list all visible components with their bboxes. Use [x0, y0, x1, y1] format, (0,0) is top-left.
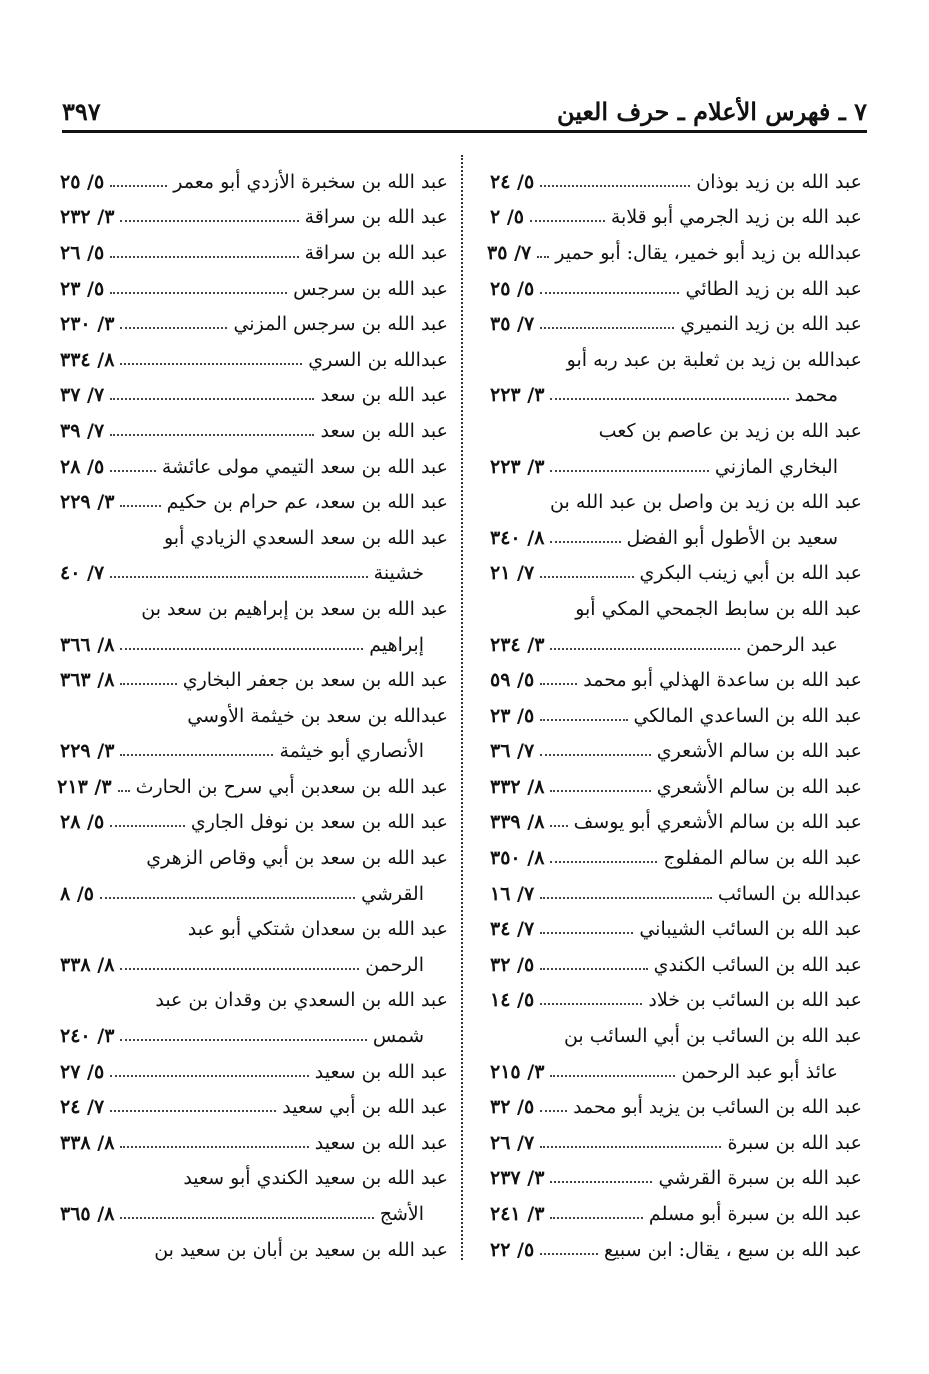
- index-entry: [490, 449, 862, 485]
- entry-name: عبد الله بن السعدي بن وقدان بن عبد: [155, 989, 448, 1012]
- leader-dots: [550, 541, 620, 543]
- entry-name: عبد الله بن السائب الشيباني: [639, 918, 862, 941]
- column-divider: [461, 155, 463, 1260]
- leader-dots: [110, 1110, 276, 1112]
- page-header: [62, 86, 867, 126]
- index-entry: [490, 1125, 862, 1161]
- leader-dots: [540, 1110, 567, 1112]
- leader-dots: [550, 825, 567, 827]
- index-entry: [60, 698, 448, 734]
- entry-name: شمس: [372, 1025, 424, 1048]
- entry-reference: ٣/ ٢٢٩: [60, 740, 115, 763]
- leader-dots: [120, 505, 160, 507]
- entry-reference: ٧/ ٢١: [490, 562, 535, 585]
- index-entry: [490, 342, 862, 378]
- index-entry: [490, 947, 862, 983]
- index-entry: [490, 1161, 862, 1197]
- entry-reference: ٥/ ٢٣: [490, 704, 535, 727]
- index-entry: [60, 1196, 448, 1232]
- leader-dots: [118, 790, 130, 792]
- entry-name: عبد الرحمن: [746, 633, 838, 656]
- entry-name: عبد الله بن سعدبن أبي سرح بن الحارث: [135, 775, 448, 798]
- leader-dots: [540, 1253, 598, 1255]
- leader-dots: [100, 897, 355, 899]
- index-entry: [490, 1232, 862, 1268]
- entry-reference: ٧/ ٣٤: [490, 918, 535, 941]
- leader-dots: [550, 470, 709, 472]
- entry-reference: ٥/ ٢٥: [490, 277, 535, 300]
- entry-name: عبد الله بن سعد السعدي الزيادي أبو: [163, 526, 448, 549]
- entry-name: عبد الله بن أبي زينب البكري: [639, 562, 862, 585]
- entry-reference: ٧/ ٣٩: [60, 419, 105, 442]
- entry-name: عبد الله بن سالم المفلوج: [663, 847, 862, 870]
- entry-name: عبدالله بن زيد أبو خمير، يقال: أبو حمير: [555, 241, 862, 264]
- entry-name: محمد: [794, 384, 838, 407]
- index-entry: [60, 449, 448, 485]
- index-entry: [490, 164, 862, 200]
- leader-dots: [540, 897, 712, 899]
- leader-dots: [537, 256, 549, 258]
- entry-name: الأنصاري أبو خيثمة: [279, 740, 424, 763]
- entry-name: عبد الله بن أبي سعيد: [282, 1096, 448, 1119]
- index-entry: [490, 840, 862, 876]
- entry-name: عبدالله بن السري: [308, 348, 448, 371]
- leader-dots: [110, 825, 185, 827]
- index-entry: [490, 200, 862, 236]
- entry-reference: ٥/ ٣٢: [490, 1096, 535, 1119]
- entry-reference: ٣/ ٢٣٧: [490, 1167, 545, 1190]
- entry-name: عبد الله بن ساعدة الهذلي أبو محمد: [583, 669, 862, 692]
- index-entry: [490, 1089, 862, 1125]
- index-entry: [490, 876, 862, 912]
- index-entry: [60, 734, 448, 770]
- entry-reference: ٥/ ٢٤: [490, 170, 535, 193]
- leader-dots: [540, 576, 633, 578]
- leader-dots: [550, 398, 788, 400]
- index-entry: [60, 342, 448, 378]
- index-entry: [490, 627, 862, 663]
- leader-dots: [540, 1146, 721, 1148]
- entry-name: عبد الله بن سعد: [320, 419, 448, 442]
- index-entry: [490, 413, 862, 449]
- index-entry: [490, 769, 862, 805]
- entry-name: عبد الله بن سعد بن إبراهيم بن سعد بن: [141, 597, 448, 620]
- entry-name: عبد الله بن زيد بن واصل بن عبد الله بن: [550, 491, 862, 514]
- entry-reference: ٨/ ٣٣٩: [490, 811, 545, 834]
- entry-name: عبد الله بن سعد بن جعفر البخاري: [182, 669, 448, 692]
- index-entry: [57, 769, 448, 805]
- entry-name: خشينة: [373, 562, 424, 585]
- leader-dots: [110, 434, 314, 436]
- entry-reference: ٣/ ٢١٥: [490, 1060, 545, 1083]
- entry-name: عبدالله بن سعد بن خيثمة الأوسي: [187, 704, 448, 727]
- entry-reference: ٨/ ٣٥٠: [490, 847, 545, 870]
- leader-dots: [540, 327, 674, 329]
- entry-name: عبد الله بن سعيد: [314, 1060, 448, 1083]
- entry-name: عبد الله بن السائب بن خلاد: [648, 989, 862, 1012]
- entry-reference: ٧/ ٢٤: [60, 1096, 105, 1119]
- entry-reference: ٣/ ٢٣٠: [60, 313, 115, 336]
- leader-dots: [540, 185, 690, 187]
- leader-dots: [550, 1181, 652, 1183]
- leader-dots: [540, 719, 627, 721]
- entry-name: عبد الله بن سرجس: [293, 277, 448, 300]
- entry-name: عبد الله بن سعيد بن أبان بن سعيد بن: [154, 1238, 448, 1261]
- entry-name: عبد الله بن سعد بن نوفل الجاري: [190, 811, 448, 834]
- index-entry: [490, 271, 862, 307]
- entry-reference: ٥/ ٢: [490, 206, 524, 229]
- entry-reference: ٥/ ١٤: [490, 989, 535, 1012]
- leader-dots: [550, 648, 740, 650]
- leader-dots: [120, 754, 273, 756]
- entry-name: عبد الله بن سعيد الكندي أبو سعيد: [183, 1167, 448, 1190]
- entry-name: عبد الله بن زيد الطائي: [685, 277, 862, 300]
- entry-reference: ٥/ ٢٥: [60, 170, 105, 193]
- index-entry: [60, 662, 448, 698]
- entry-name: عبد الله بن سعدان شتكي أبو عبد: [187, 918, 448, 941]
- index-entry: [60, 484, 448, 520]
- index-entry: [60, 1125, 448, 1161]
- leader-dots: [110, 398, 314, 400]
- entry-name: الأشج: [379, 1203, 424, 1226]
- index-entry: [490, 911, 862, 947]
- entry-reference: ٨/ ٣٣٨: [60, 953, 115, 976]
- entry-name: عبد الله بن سخبرة الأزدي أبو معمر: [173, 170, 448, 193]
- index-entry: [490, 484, 862, 520]
- entry-reference: ٣/ ٢٢٣: [490, 455, 545, 478]
- index-entry: [487, 235, 862, 271]
- index-entry: [60, 520, 448, 556]
- entry-reference: ٨/ ٣٦٦: [60, 633, 115, 656]
- index-entry: [490, 520, 862, 556]
- entry-name: عبد الله بن سالم الأشعري: [656, 740, 862, 763]
- leader-dots: [120, 220, 298, 222]
- entry-name: عبد الله بن سعد التيمي مولى عائشة: [161, 455, 448, 478]
- index-entry: [60, 378, 448, 414]
- leader-dots: [540, 932, 633, 934]
- leader-dots: [120, 1146, 308, 1148]
- entry-name: عبد الله بن سبرة أبو مسلم: [648, 1203, 862, 1226]
- entry-name: عبد الله بن زيد النميري: [680, 313, 862, 336]
- entry-name: عبد الله بن السائب بن أبي السائب بن: [563, 1025, 862, 1048]
- entry-name: عبد الله بن سرجس المزني: [233, 313, 448, 336]
- entry-reference: ٥/ ٢٨: [60, 811, 105, 834]
- leader-dots: [110, 1075, 309, 1077]
- leader-dots: [120, 1039, 366, 1041]
- leader-dots: [540, 292, 679, 294]
- entry-reference: ٣/ ٢١٣: [57, 775, 112, 798]
- leader-dots: [530, 220, 605, 222]
- leader-dots: [540, 1003, 642, 1005]
- entry-name: عبد الله بن الساعدي المالكي: [633, 704, 862, 727]
- index-entry: [490, 805, 862, 841]
- entry-name: عبد الله بن سراقة: [304, 206, 448, 229]
- index-entry: [60, 591, 448, 627]
- index-entry: [490, 734, 862, 770]
- entry-reference: ٥/ ٢٦: [60, 241, 105, 264]
- index-entry: [60, 271, 448, 307]
- entry-reference: ٣/ ٢٢٩: [60, 491, 115, 514]
- leader-dots: [550, 861, 657, 863]
- entry-name: عبد الله بن سعد: [320, 384, 448, 407]
- entry-reference: ٥/ ٣٢: [490, 953, 535, 976]
- index-entry: [490, 591, 862, 627]
- leader-dots: [550, 1217, 643, 1219]
- index-entry: [60, 235, 448, 271]
- entry-reference: ٥/ ٢٢: [490, 1238, 535, 1261]
- leader-dots: [110, 576, 367, 578]
- index-entry: [490, 556, 862, 592]
- entry-reference: ٧/ ٣٥: [487, 241, 532, 264]
- leader-dots: [550, 1075, 675, 1077]
- index-entry: [60, 983, 448, 1019]
- entry-name: عبد الله بن زيد بوذان: [696, 170, 862, 193]
- entry-reference: ٥/ ٢٨: [60, 455, 105, 478]
- entry-name: عبد الله بن سالم الأشعري: [656, 775, 862, 798]
- entry-name: عبد الله بن زيد بن عاصم بن كعب: [598, 419, 862, 442]
- index-entry: [60, 911, 448, 947]
- entry-name: عبد الله بن سالم الأشعري أبو يوسف: [573, 811, 862, 834]
- entry-name: سعيد بن الأطول أبو الفضل: [626, 526, 838, 549]
- entry-reference: ٥/ ٨: [60, 882, 94, 905]
- leader-dots: [550, 790, 650, 792]
- leader-dots: [120, 363, 302, 365]
- index-entry: [490, 1018, 862, 1054]
- entry-name: عبد الله بن سبرة القرشي: [658, 1167, 862, 1190]
- leader-dots: [540, 968, 647, 970]
- entry-name: القرشي: [361, 882, 424, 905]
- entry-reference: ٧/ ٤٠: [60, 562, 105, 585]
- leader-dots: [120, 1217, 373, 1219]
- index-entry: [60, 840, 448, 876]
- entry-reference: ٣/ ٢٣٤: [490, 633, 545, 656]
- leader-dots: [120, 683, 176, 685]
- entry-reference: ٨/ ٣٣٢: [490, 775, 545, 798]
- index-entry: [60, 413, 448, 449]
- entry-reference: ٧/ ١٦: [490, 882, 535, 905]
- index-entry: [490, 662, 862, 698]
- index-entry: [490, 983, 862, 1019]
- entry-reference: ٣/ ٢٤٠: [60, 1025, 115, 1048]
- entry-name: عبد الله بن سعيد: [314, 1131, 448, 1154]
- entry-reference: ٥/ ٥٩: [490, 669, 535, 692]
- index-entry: [490, 306, 862, 342]
- entry-reference: ٣/ ٢٢٣: [490, 384, 545, 407]
- index-entry: [60, 306, 448, 342]
- index-entry: [60, 876, 448, 912]
- leader-dots: [110, 292, 287, 294]
- leader-dots: [120, 648, 363, 650]
- entry-name: عبد الله بن سراقة: [304, 241, 448, 264]
- entry-name: إبراهيم: [369, 633, 424, 656]
- index-entry: [60, 1018, 448, 1054]
- index-entry: [490, 698, 862, 734]
- entry-reference: ٥/ ٢٧: [60, 1060, 105, 1083]
- index-column-right: [487, 164, 862, 1267]
- leader-dots: [110, 256, 298, 258]
- entry-name: عبد الله بن زيد الجرمي أبو قلابة: [610, 206, 862, 229]
- page-number: ٣٩٧: [62, 97, 101, 126]
- entry-reference: ٨/ ٣٤٠: [490, 526, 545, 549]
- entry-name: عبد الله بن سعد بن أبي وقاص الزهري: [146, 847, 448, 870]
- index-entry: [60, 1089, 448, 1125]
- index-entry: [60, 164, 448, 200]
- entry-reference: ٧/ ٣٦: [490, 740, 535, 763]
- entry-reference: ٥/ ٢٣: [60, 277, 105, 300]
- index-entry: [60, 200, 448, 236]
- entry-reference: ٨/ ٣٦٥: [60, 1203, 115, 1226]
- index-entry: [60, 1232, 448, 1268]
- leader-dots: [540, 683, 577, 685]
- entry-name: الرحمن: [365, 953, 424, 976]
- index-entry: [60, 627, 448, 663]
- index-entry: [60, 1054, 448, 1090]
- entry-name: عبد الله بن سبع ، يقال: ابن سبيع: [604, 1238, 862, 1261]
- entry-reference: ٨/ ٣٣٤: [60, 348, 115, 371]
- entry-name: عبد الله بن السائب الكندي: [653, 953, 862, 976]
- entry-reference: ٣/ ٢٣٢: [60, 206, 115, 229]
- entry-reference: ٧/ ٢٦: [490, 1131, 535, 1154]
- entry-name: البخاري المازني: [714, 455, 838, 478]
- entry-reference: ٧/ ٣٧: [60, 384, 105, 407]
- entry-name: عبدالله بن السائب: [717, 882, 862, 905]
- index-entry: [60, 1161, 448, 1197]
- leader-dots: [120, 968, 359, 970]
- index-column-left: [57, 164, 448, 1267]
- entry-name: عبد الله بن سعد، عم حرام بن حكيم: [166, 491, 448, 514]
- index-entry: [490, 1054, 862, 1090]
- header-rule: [62, 130, 867, 133]
- entry-reference: ٣/ ٢٤١: [490, 1203, 545, 1226]
- index-entry: [60, 805, 448, 841]
- index-entry: [490, 378, 862, 414]
- entry-name: عائذ أبو عبد الرحمن: [681, 1060, 838, 1083]
- leader-dots: [120, 327, 227, 329]
- leader-dots: [110, 470, 156, 472]
- entry-reference: ٨/ ٣٣٨: [60, 1131, 115, 1154]
- index-entry: [60, 556, 448, 592]
- entry-name: عبدالله بن زيد بن ثعلبة بن عبد ربه أبو: [566, 348, 862, 371]
- leader-dots: [110, 185, 167, 187]
- index-entry: [60, 947, 448, 983]
- entry-name: عبد الله بن سابط الجمحي المكي أبو: [575, 597, 862, 620]
- entry-name: عبد الله بن سبرة: [727, 1131, 862, 1154]
- index-entry: [490, 1196, 862, 1232]
- running-title: ٧ ـ فهرس الأعلام ـ حرف العين: [556, 97, 867, 126]
- entry-reference: ٧/ ٣٥: [490, 313, 535, 336]
- leader-dots: [540, 754, 651, 756]
- entry-name: عبد الله بن السائب بن يزيد أبو محمد: [573, 1096, 862, 1119]
- entry-reference: ٨/ ٣٦٣: [60, 669, 115, 692]
